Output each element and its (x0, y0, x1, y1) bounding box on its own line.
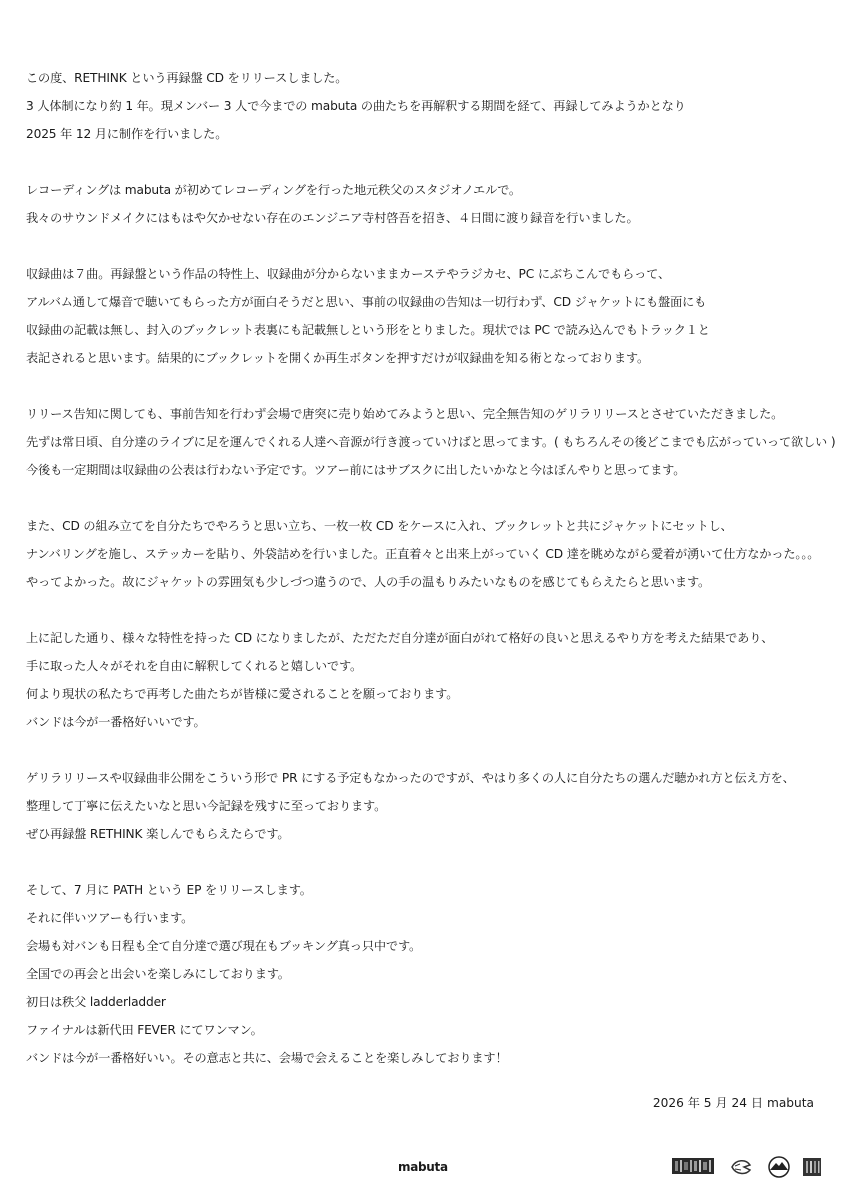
text-line: また、CD の組み立てを自分たちでやろうと思い立ち、一枚一枚 CD をケースに入れ、ブックレットと共にジャケットにセットし、 (26, 519, 733, 533)
text-line: 整理して丁寧に伝えたいなと思い今記録を残すに至っております。 (26, 799, 387, 813)
text-line: 2025 年 12 月に制作を行いました。 (26, 127, 228, 141)
text-line: アルバム通して爆音で聴いてもらった方が面白そうだと思い、事前の収録曲の告知は一切行わず、CD ジャケットにも盤面にも (26, 295, 707, 309)
fish-logo-icon (730, 1156, 752, 1178)
text-line: 我々のサウンドメイクにはもはや欠かせない存在のエンジニア寺村啓吾を招き、４日間に渡り録音を行いました。 (26, 211, 639, 225)
paragraph (26, 876, 826, 1072)
text-line: レコーディングは mabuta が初めてレコーディングを行った地元秩父のスタジオノエルで。 (26, 183, 521, 197)
text-line: 収録曲の記載は無し、封入のブックレット表裏にも記載無しという形をとりました。現状では PC で読み込んでもトラック１と (26, 323, 710, 337)
text-line: ファイナルは新代田 FEVER にてワンマン。 (26, 1023, 263, 1037)
text-line: ナンバリングを施し、ステッカーを貼り、外袋詰めを行いました。正直着々と出来上がっていく CD 達を眺めながら愛着が湧いて仕方なかった。。。 (26, 547, 820, 561)
text-line: 上に記した通り、様々な特性を持った CD になりましたが、ただただ自分達が面白がれて格好の良いと思えるやり方を考えた結果であり、 (26, 631, 774, 645)
text-line: やってよかった。故にジャケットの雰囲気も少しづつ違うので、人の手の温もりみたいなものを感じてもらえたらと思います。 (26, 575, 711, 589)
paragraph (26, 400, 836, 484)
text-line: バンドは今が一番格好いい。その意志と共に、会場で会えることを楽しみしております！ (26, 1051, 508, 1065)
text-line: ゲリラリリースや収録曲非公開をこういう形で PR にする予定もなかったのですが、やはり多くの人に自分たちの選んだ聴かれ方と伝え方を、 (26, 771, 795, 785)
letter-body (26, 64, 836, 1100)
square-grid-logo-icon (802, 1156, 822, 1178)
paragraph (26, 176, 826, 232)
circle-mountain-logo-icon (768, 1156, 790, 1178)
text-line: 初日は秩父 ladderladder (26, 995, 166, 1009)
text-line: バンドは今が一番格好いいです。 (26, 715, 206, 729)
paragraph (26, 260, 826, 372)
text-line: 手に取った人々がそれを自由に解釈してくれると嬉しいです。 (26, 659, 363, 673)
text-line: そして、7 月に PATH という EP をリリースします。 (26, 883, 312, 897)
text-line: この度、RETHINK という再録盤 CD をリリースしました。 (26, 71, 348, 85)
text-line: 会場も対バンも日程も全て自分達で選び現在もブッキング真っ只中です。 (26, 939, 422, 953)
band-logo: mabuta (398, 1160, 448, 1174)
text-line: 3 人体制になり約 1 年。現メンバー 3 人で今までの mabuta の曲たちを再解釈する期間を経て、再録してみようかとなり (26, 99, 686, 113)
text-line: 先ずは常日頃、自分達のライブに足を運んでくれる人達へ音源が行き渡っていけばと思ってます。( もちろんその後どこまでも広がっていって欲しい ) (26, 435, 836, 449)
text-line: 表記されると思います。結果的にブックレットを開くか再生ボタンを押すだけが収録曲を知る術となっております。 (26, 351, 650, 365)
text-line: ぜひ再録盤 RETHINK 楽しんでもらえたらです。 (26, 827, 290, 841)
text-line: それに伴いツアーも行います。 (26, 911, 194, 925)
partner-logos (672, 1156, 824, 1178)
signature: 2026 年 5 月 24 日 mabuta (652, 1096, 814, 1110)
rectangular-logo-icon (672, 1156, 714, 1176)
text-line: 収録曲は７曲。再録盤という作品の特性上、収録曲が分からないままカーステやラジカセ、PC にぶちこんでもらって、 (26, 267, 671, 281)
paragraph (26, 64, 826, 148)
text-line: リリース告知に関しても、事前告知を行わず会場で唐突に売り始めてみようと思い、完全無告知のゲリラリリースとさせていただきました。 (26, 407, 784, 421)
paragraph (26, 512, 826, 596)
text-line: 何より現状の私たちで再考した曲たちが皆様に愛されることを願っております。 (26, 687, 459, 701)
paragraph (26, 764, 826, 848)
paragraph (26, 624, 826, 736)
text-line: 今後も一定期間は収録曲の公表は行わない予定です。ツアー前にはサブスクに出したいかなと今はぼんやりと思ってます。 (26, 463, 686, 477)
text-line: 全国での再会と出会いを楽しみにしております。 (26, 967, 290, 981)
